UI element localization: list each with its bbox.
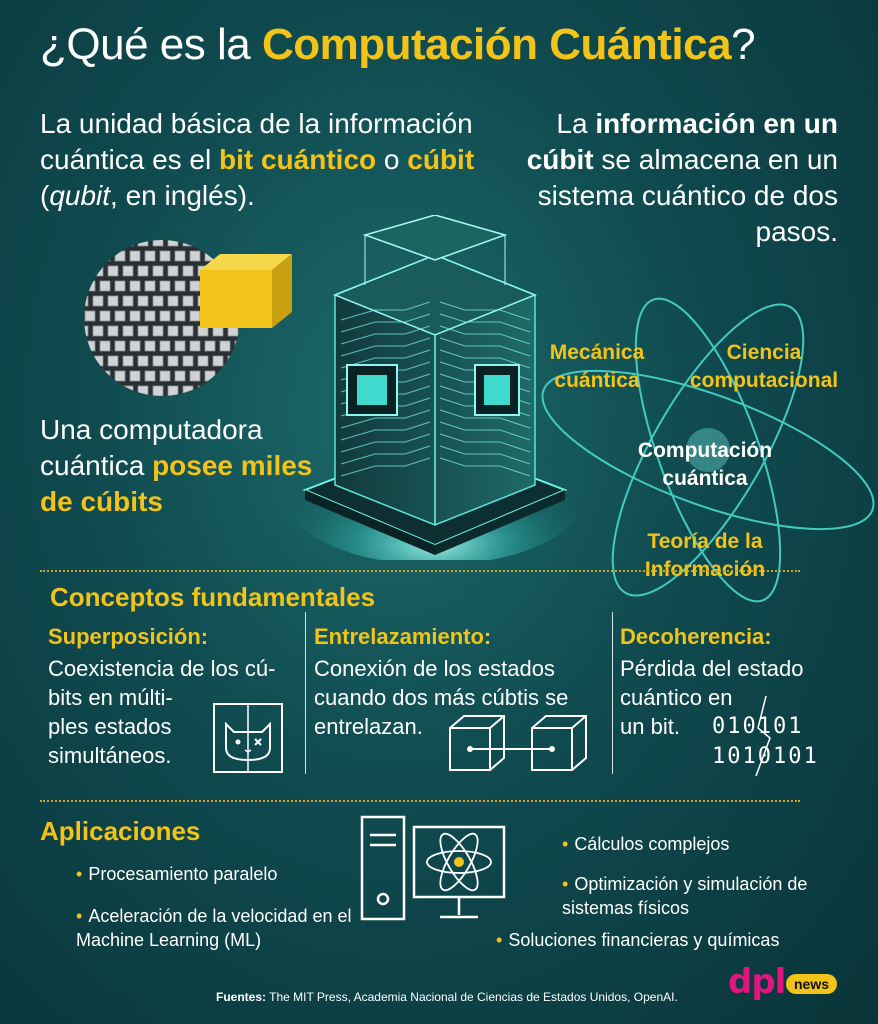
grid-cube xyxy=(85,311,95,321)
grid-cube xyxy=(168,296,178,306)
grid-cube xyxy=(82,266,88,276)
grid-cube xyxy=(183,238,193,246)
grid-cube xyxy=(168,386,178,396)
grid-cube xyxy=(153,238,163,246)
divider-vertical xyxy=(305,612,306,774)
grid-cube xyxy=(213,238,223,246)
grid-cube xyxy=(228,356,238,366)
divider xyxy=(40,800,800,802)
grid-cube xyxy=(123,266,133,276)
qubit-grid-illustration xyxy=(82,238,292,398)
qubit-cube-icon xyxy=(200,254,292,328)
grid-cube xyxy=(228,238,238,246)
grid-cube xyxy=(183,386,193,396)
grid-cube xyxy=(145,371,155,381)
grid-cube xyxy=(100,281,110,291)
grid-cube xyxy=(153,326,163,336)
grid-cube xyxy=(183,326,193,336)
grid-cube xyxy=(205,341,215,351)
grid-cube xyxy=(130,281,140,291)
cubits-count-text: Una computadora cuántica posee miles de cúbits xyxy=(40,414,313,517)
grid-cube xyxy=(160,341,170,351)
label-ciencia-computacional: Ciencia computacional xyxy=(689,341,839,392)
grid-cube xyxy=(138,238,148,246)
grid-cube xyxy=(108,386,118,396)
grid-cube xyxy=(93,266,103,276)
grid-cube xyxy=(160,281,170,291)
grid-cube xyxy=(153,296,163,306)
grid-cube xyxy=(190,371,200,381)
grid-cube xyxy=(115,371,125,381)
dpl-news-logo: dpl news xyxy=(728,966,843,1006)
application-item: • Soluciones financieras y químicas xyxy=(496,930,780,950)
intro-right-text: La información en un cúbit se almacena en un sistema cuántico de dos pasos. xyxy=(526,108,838,247)
grid-cube xyxy=(123,238,133,246)
grid-cube xyxy=(235,341,245,351)
grid-cube xyxy=(100,341,110,351)
grid-cube xyxy=(108,326,118,336)
grid-cube xyxy=(183,266,193,276)
grid-cube xyxy=(100,311,110,321)
application-item: • Cálculos complejos xyxy=(562,834,730,854)
grid-cube xyxy=(175,371,185,381)
binary-code: 010101 1010101 xyxy=(712,714,819,769)
grid-cube xyxy=(93,356,103,366)
page-title: ¿Qué es la Computación Cuántica? xyxy=(40,20,756,69)
grid-cube xyxy=(183,296,193,306)
grid-cube xyxy=(108,266,118,276)
grid-cube xyxy=(85,251,95,261)
computer-atom-icon xyxy=(360,815,510,925)
grid-cube xyxy=(198,238,208,246)
label-teoria-informacion: Teoría de la Información xyxy=(644,530,766,581)
grid-cube xyxy=(123,296,133,306)
grid-cube xyxy=(115,311,125,321)
concepts-title: Conceptos fundamentales xyxy=(50,582,376,612)
grid-cube xyxy=(82,238,88,246)
grid-cube xyxy=(138,326,148,336)
grid-cube xyxy=(93,386,103,396)
grid-cube xyxy=(138,296,148,306)
grid-cube xyxy=(183,356,193,366)
grid-cube xyxy=(175,341,185,351)
grid-cube xyxy=(190,341,200,351)
grid-cube xyxy=(220,371,230,381)
grid-cube xyxy=(205,371,215,381)
grid-cube xyxy=(82,326,88,336)
grid-cube xyxy=(145,311,155,321)
grid-cube xyxy=(168,238,178,246)
grid-cube xyxy=(220,341,230,351)
grid-cube xyxy=(108,356,118,366)
superposicion-title: Superposición: xyxy=(48,624,209,649)
grid-cube xyxy=(145,281,155,291)
entrelazamiento-body: Conexión de los estados cuando dos más cúbtis se entrelazan. xyxy=(314,656,569,739)
intro-left-text: La unidad básica de la información cuántica es el bit cuántico o cúbit (qubit, en inglés). xyxy=(40,108,475,211)
label-mecanica-cuantica: Mecánica cuántica xyxy=(549,341,645,392)
grid-cube xyxy=(235,371,245,381)
divider-vertical xyxy=(612,612,613,774)
grid-cube xyxy=(168,356,178,366)
grid-cube xyxy=(153,356,163,366)
grid-cube xyxy=(175,311,185,321)
application-item: • Optimización y simulación de sistemas físicos xyxy=(562,874,808,918)
grid-cube xyxy=(115,251,125,261)
grid-cube xyxy=(130,371,140,381)
grid-cube xyxy=(138,386,148,396)
grid-cube xyxy=(108,238,118,246)
grid-cube xyxy=(100,251,110,261)
grid-cube xyxy=(93,238,103,246)
grid-cube xyxy=(100,371,110,381)
grid-cube xyxy=(145,341,155,351)
grid-cube xyxy=(168,326,178,336)
grid-cube xyxy=(130,311,140,321)
grid-cube xyxy=(175,251,185,261)
grid-cube xyxy=(82,386,88,396)
sources-footer: Fuentes: The MIT Press, Academia Nacional de Ciencias de Estados Unidos, OpenAI. xyxy=(216,990,678,1004)
decoherencia-body: Pérdida del estado cuántico en un bit. xyxy=(620,656,804,739)
grid-cube xyxy=(123,326,133,336)
lightning-break-icon xyxy=(748,694,778,778)
label-computacion-cuantica: Computación cuántica xyxy=(637,439,773,490)
grid-cube xyxy=(130,341,140,351)
grid-cube xyxy=(123,356,133,366)
grid-cube xyxy=(168,266,178,276)
grid-cube xyxy=(82,356,88,366)
grid-cube xyxy=(228,386,238,396)
grid-cube xyxy=(175,281,185,291)
grid-cube xyxy=(93,326,103,336)
grid-cube xyxy=(115,341,125,351)
grid-cube xyxy=(138,356,148,366)
grid-cube xyxy=(153,386,163,396)
grid-cube xyxy=(160,371,170,381)
grid-cube xyxy=(130,251,140,261)
grid-cube xyxy=(213,386,223,396)
grid-cube xyxy=(190,311,200,321)
application-item: • Aceleración de la velocidad en el Machine Learning (ML) xyxy=(76,906,352,950)
grid-cube xyxy=(85,371,95,381)
grid-cube xyxy=(138,266,148,276)
cat-box-icon xyxy=(212,702,284,774)
grid-cube xyxy=(190,281,200,291)
superposicion-body: Coexistencia de los cú- bits en múlti- ples estados simultáneos. xyxy=(48,656,276,768)
grid-cube xyxy=(82,296,88,306)
grid-cube xyxy=(213,356,223,366)
decoherencia-title: Decoherencia: xyxy=(620,624,772,649)
grid-cube xyxy=(85,341,95,351)
grid-cube xyxy=(160,251,170,261)
divider xyxy=(40,570,800,572)
grid-cube xyxy=(85,281,95,291)
applications-title: Aplicaciones xyxy=(40,816,201,846)
grid-cube xyxy=(93,296,103,306)
grid-cube xyxy=(198,386,208,396)
grid-cube xyxy=(153,266,163,276)
grid-cube xyxy=(198,356,208,366)
grid-cube xyxy=(145,251,155,261)
grid-cube xyxy=(160,311,170,321)
entrelazamiento-title: Entrelazamiento: xyxy=(314,624,492,649)
application-item: • Procesamiento paralelo xyxy=(76,864,278,884)
grid-cube xyxy=(108,296,118,306)
grid-cube xyxy=(115,281,125,291)
grid-cube xyxy=(123,386,133,396)
entangled-cubes-icon xyxy=(446,712,596,774)
grid-cube xyxy=(190,251,200,261)
